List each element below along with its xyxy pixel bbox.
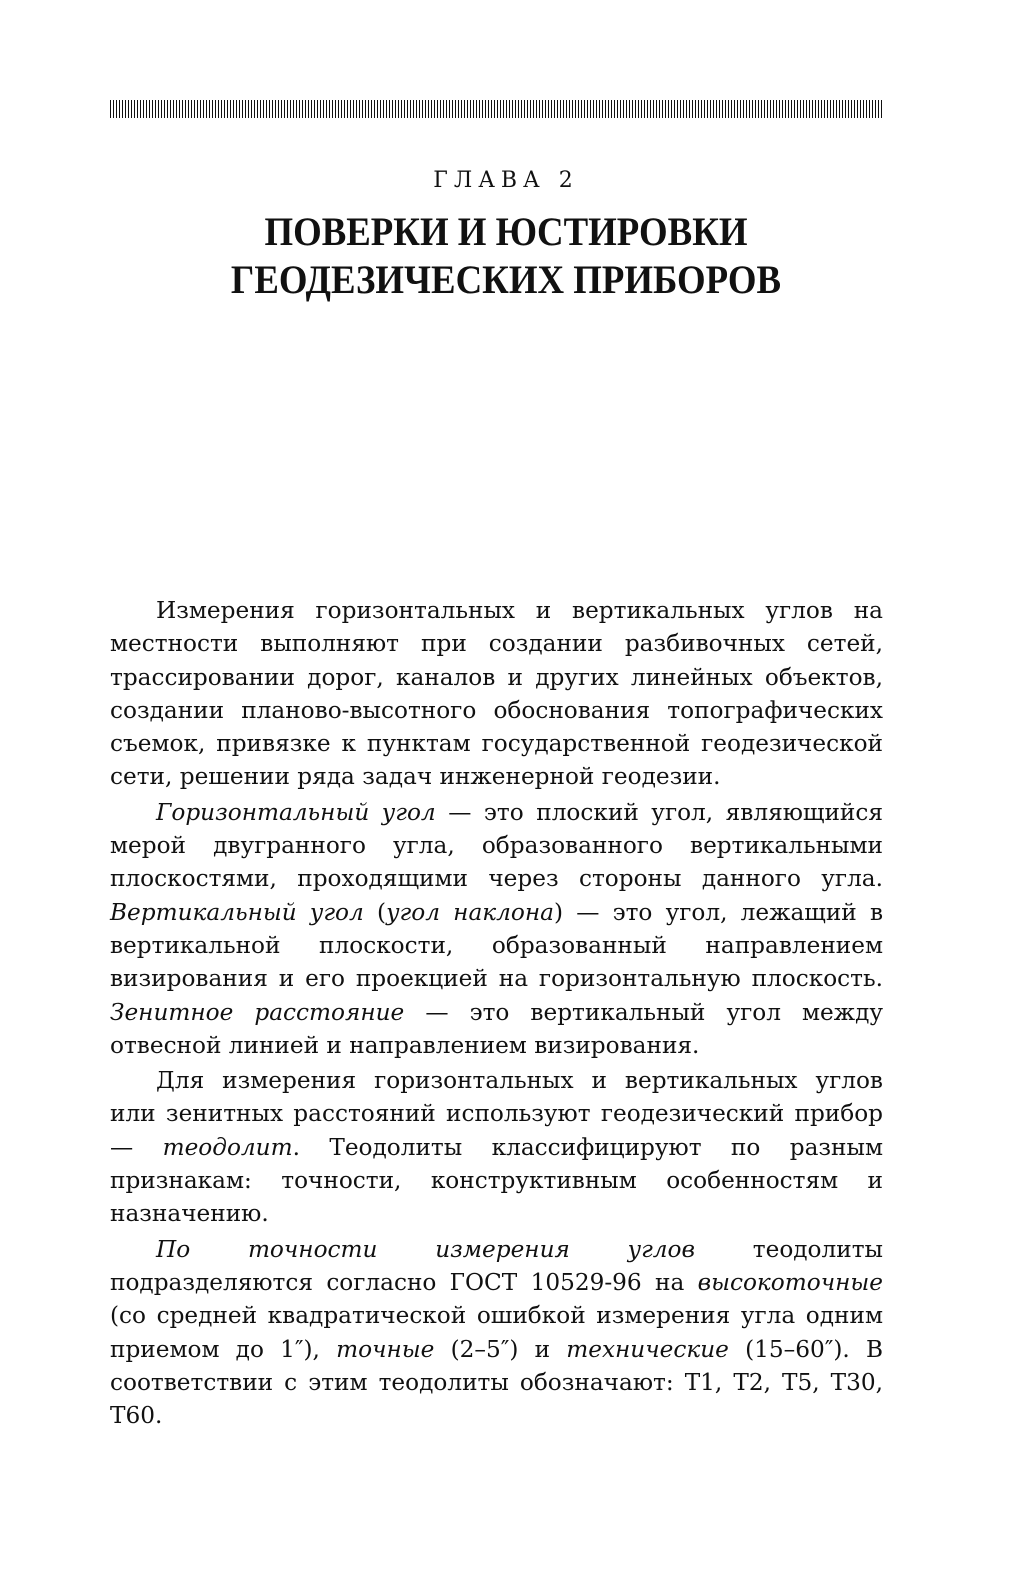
- term-high-precision: высокоточные: [697, 1268, 883, 1296]
- paragraph-2-text-3: ) — это угол, лежащий в вертикальной плоскости, образованный направлением визирования и его проекцией на горизонтальную плоскость.: [110, 898, 883, 993]
- term-theodolite: теодолит: [162, 1133, 293, 1161]
- chapter-title: [40, 208, 971, 304]
- chapter-title-line-2: ГЕОДЕЗИЧЕСКИХ ПРИБОРОВ: [230, 257, 782, 302]
- term-inclination-angle: угол наклона: [386, 898, 554, 926]
- paragraph-3-text-1: Для измерения горизонтальных и вертикальных углов или зенитных расстояний используют геодезический прибор —: [110, 1067, 883, 1161]
- term-accuracy: По точности измерения углов: [156, 1235, 696, 1263]
- term-vertical-angle: Вертикальный угол: [110, 898, 364, 926]
- paragraph-1: Измерения горизонтальных и вертикальных углов на местности выполняют при создании разбивочных сетей, трассировании дорог, каналов и других линейных объектов, создании планово-высотного обоснования топографических съемок, привязке к пунктам государственной геодезической сети, решении ряда задач инженерной геодезии.: [110, 597, 883, 791]
- term-zenith-distance: Зенитное расстояние: [110, 998, 405, 1026]
- paragraph-4-text-4: (15–60″). В соответствии с этим теодолиты обозначают: Т1, Т2, Т5, Т30, Т60.: [110, 1335, 884, 1430]
- paragraph-3-text-2: . Теодолиты классифицируют по разным признакам: точности, конструктивным особенностям и назначению.: [110, 1133, 883, 1228]
- paragraph-4-text-1: теодолиты подразделяются согласно ГОСТ 10529-96 на: [110, 1235, 883, 1296]
- decorative-rule: [110, 100, 883, 118]
- paragraph-2-text-1: — это плоский угол, являющийся мерой двугранного угла, образованного вертикальными плоскостями, проходящими через стороны данного угла.: [110, 798, 883, 893]
- term-technical: технические: [566, 1335, 729, 1363]
- term-precise: точные: [336, 1335, 435, 1363]
- term-horizontal-angle: Горизонтальный угол: [156, 798, 436, 826]
- paragraph-2: [110, 796, 883, 1062]
- chapter-title-line-1: ПОВЕРКИ И ЮСТИРОВКИ: [264, 209, 748, 254]
- body-text: [110, 594, 883, 1434]
- paragraph-2-text-2: (: [363, 898, 387, 926]
- paragraph-4-text-2: (со средней квадратической ошибкой измерения угла одним приемом до 1″),: [110, 1302, 883, 1363]
- chapter-label: ГЛАВА 2: [433, 168, 579, 193]
- paragraph-2-text-4: — это вертикальный угол между отвесной линией и направлением визирования.: [110, 998, 883, 1059]
- paragraph-4-text-3: (2–5″) и: [434, 1335, 567, 1363]
- paragraph-4: [110, 1233, 883, 1433]
- paragraph-3: [110, 1064, 883, 1230]
